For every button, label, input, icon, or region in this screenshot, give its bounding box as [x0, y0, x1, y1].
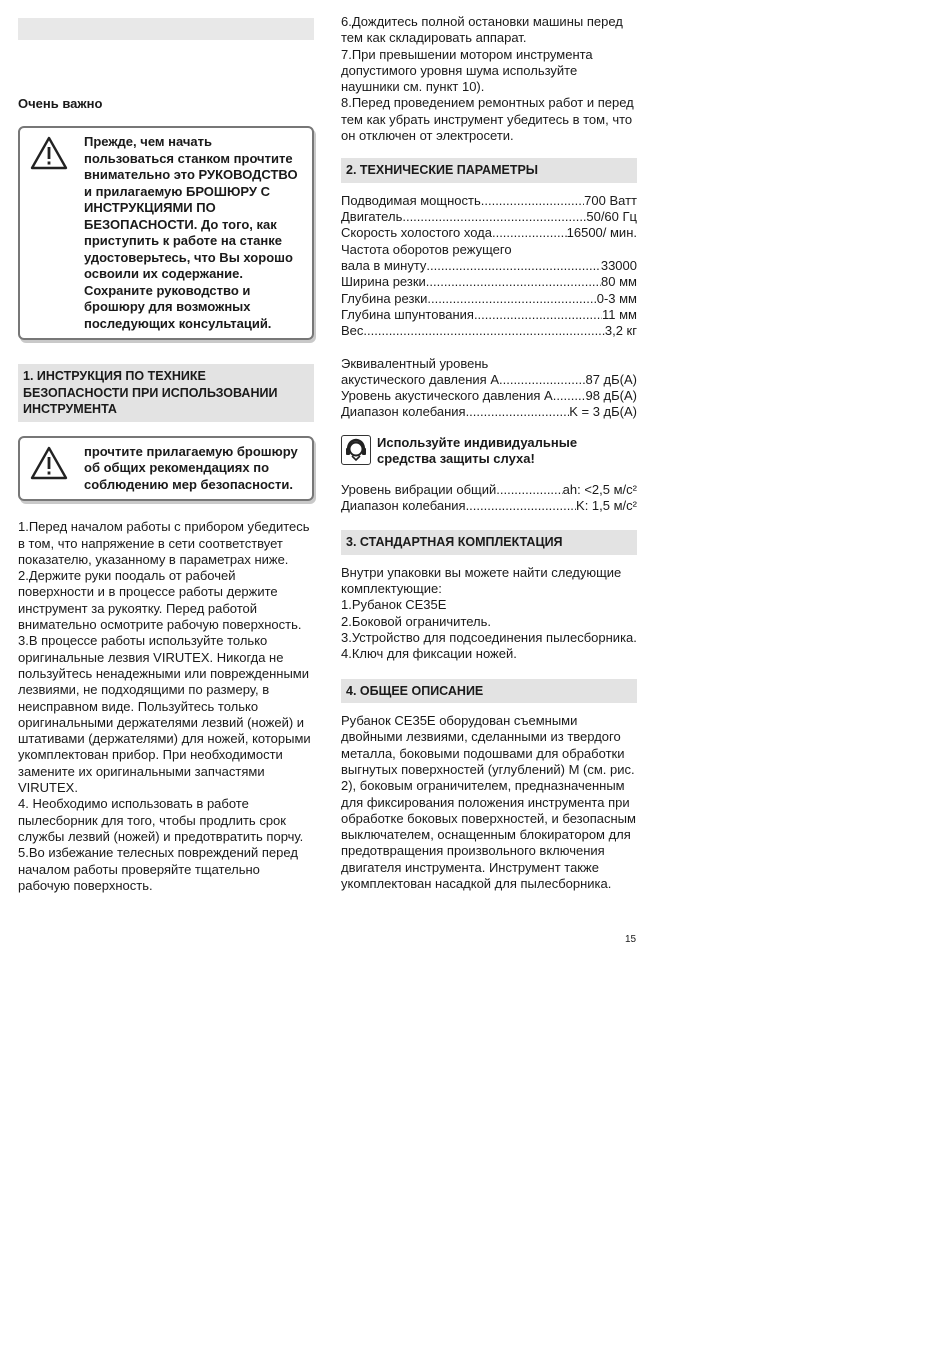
spec-value: 87 дБ(A)	[585, 371, 637, 387]
spec-value: 0-3 мм	[596, 290, 637, 306]
warning-text-manual: Прежде, чем начать пользоваться станком прочтите внимательно это РУКОВОДСТВО и прилагаемую БРОШЮРУ С ИНСТРУКЦИЯМИ ПО БЕЗОПАСНОСТИ. До того, как приступить к работе на станке удостоверьтесь, что Вы хорошо освоили их содержание. Сохраните руководство и брошюру для возможных последующих консультаций.	[84, 134, 298, 331]
hearing-note-text: Используйте индивидуальные средства защиты слуха!	[377, 434, 578, 467]
instruction-item: 8.Перед проведением ремонтных работ и перед тем как убрать инструмент убедитесь в том, что он отключен от электросети.	[341, 95, 634, 144]
spec-label: Вес	[341, 323, 364, 339]
spec-row	[341, 482, 637, 498]
spec-value: 11 мм	[602, 306, 637, 322]
spec-value: K = 3 дБ(A)	[569, 404, 637, 420]
spec-value: 700 Ватт	[584, 192, 637, 208]
spec-row	[341, 388, 637, 404]
spec-row	[341, 307, 637, 323]
kit-intro: Внутри упаковки вы можете найти следующие комплектующие:	[341, 564, 622, 597]
page-number: 15	[625, 934, 637, 945]
kit-item: 3.Устройство для подсоединения пылесборника.	[341, 630, 637, 646]
instruction-item: 4. Необходимо использовать в работе пылесборник для того, чтобы продлить срок службы лезвий (ножей) и предотвратить порчу.	[18, 796, 304, 844]
spec-row	[341, 274, 637, 290]
instruction-item: 1.Перед началом работы с прибором убедитесь в том, что напряжение в сети соответствует показателю, указанному в параметрах ниже.	[18, 519, 310, 567]
instruction-item: 2.Держите руки поодаль от рабочей поверхности и в процессе работы держите инструмент за рукоятку. Перед работой внимательно осмотрите рабочую поверхность.	[18, 568, 302, 633]
spec-label: Уровень акустического давления A	[341, 388, 553, 404]
spec-label: Глубина резки	[341, 290, 428, 306]
spec-row	[341, 225, 637, 241]
spec-row	[341, 209, 637, 225]
spec-value: 98 дБ(A)	[585, 388, 637, 404]
description-text: Рубанок CE35E оборудован съемными двойными лезвиями, сделанными из твердого металла, боковыми подошвами для обработки выгнутых поверхностей (углублений) M (см. рис. 2), боковым ограничителем, предназначенным для фиксирования положения инструмента при обработке боковых поверхностей, и безопасным выключателем, оснащенным блокиратором для предотвращения произвольного включения двигателя инструмента. Инструмент также укомплектован насадкой для пылесборника.	[341, 713, 636, 892]
warning-triangle-icon	[30, 136, 68, 332]
header-bar	[18, 18, 314, 40]
section-2-title: 2. ТЕХНИЧЕСКИЕ ПАРАМЕТРЫ	[341, 158, 637, 183]
warning-text-brochure: прочтите прилагаемую брошюру об общих рекомендациях по соблюдению мер безопасности.	[84, 443, 298, 492]
spec-value: 50/60 Гц	[586, 209, 637, 225]
spec-value: K: 1,5 м/c²	[576, 498, 637, 514]
spec-value: 16500/ мин.	[566, 225, 637, 241]
spec-label: Эквивалентный уровень	[341, 355, 489, 371]
spec-row	[341, 258, 637, 274]
warning-triangle-icon	[30, 446, 68, 494]
spec-label: Диапазон колебания	[341, 404, 466, 420]
section-3-title: 3. СТАНДАРТНАЯ КОМПЛЕКТАЦИЯ	[341, 530, 637, 555]
acoustic-list	[341, 356, 637, 421]
spec-row	[341, 356, 637, 372]
spec-row	[341, 323, 637, 339]
spec-value: 80 мм	[601, 274, 637, 290]
spec-label: акустического давления A	[341, 371, 499, 387]
spec-list	[341, 193, 637, 340]
spec-row	[341, 193, 637, 209]
kit-item: 2.Боковой ограничитель.	[341, 613, 492, 629]
instruction-item: 3.В процессе работы используйте только оригинальные лезвия VIRUTEX. Никогда не пользуйтесь ненадежными или поврежденными лезвиями, не подходящими по размеру, в неисправном виде. Пользуйтесь только оригинальными держателями лезвий (ножей) и штативами (держателями) для ножей, которыми укомплектован прибор. При необходимости замените их оригинальными запчастями VIRUTEX.	[18, 633, 311, 796]
spec-label: Двигатель	[341, 209, 403, 225]
spec-label: Скорость холостого хода	[341, 225, 492, 241]
spec-row	[341, 404, 637, 420]
instruction-item: 6.Дождитесь полной остановки машины перед тем как складировать аппарат.	[341, 14, 623, 46]
kit-item: 1.Рубанок CE35E	[341, 597, 447, 613]
spec-value: ah: <2,5 м/c²	[562, 481, 637, 497]
spec-value: 3,2 кг	[604, 323, 637, 339]
right-column	[341, 14, 637, 892]
spec-label: Уровень вибрации общий	[341, 481, 497, 497]
spec-label: Диапазон колебания	[341, 498, 466, 514]
warning-box-brochure	[18, 436, 314, 502]
spec-label: Глубина шпунтования	[341, 306, 474, 322]
instruction-item: 7.При превышении мотором инструмента допустимого уровня шума используйте наушники см. пункт 10).	[341, 46, 593, 95]
instruction-item: 5.Во избежание телесных повреждений перед началом работы проверяйте тщательно рабочую поверхность.	[18, 845, 298, 893]
hearing-protection-note	[341, 435, 637, 468]
spec-label: Подводимая мощность	[341, 192, 481, 208]
vibration-list	[341, 482, 637, 515]
kit-item: 4.Ключ для фиксации ножей.	[341, 646, 517, 662]
spec-row	[341, 242, 637, 258]
spec-value: 33000	[600, 258, 637, 274]
spec-label: вала в минуту	[341, 258, 427, 274]
important-label: Очень важно	[18, 96, 103, 111]
spec-row	[341, 291, 637, 307]
warning-box-manual	[18, 126, 314, 340]
spec-label: Ширина резки	[341, 274, 426, 290]
ear-protection-icon	[341, 435, 371, 465]
left-column	[18, 18, 314, 894]
section-1-title: 1. ИНСТРУКЦИЯ ПО ТЕХНИКЕ БЕЗОПАСНОСТИ ПРИ ИСПОЛЬЗОВАНИИ ИНСТРУМЕНТА	[18, 364, 314, 422]
spec-row	[341, 498, 637, 514]
section-4-title: 4. ОБЩЕЕ ОПИСАНИЕ	[341, 679, 637, 704]
spec-row	[341, 372, 637, 388]
spec-label: Частота оборотов режущего	[341, 241, 512, 257]
